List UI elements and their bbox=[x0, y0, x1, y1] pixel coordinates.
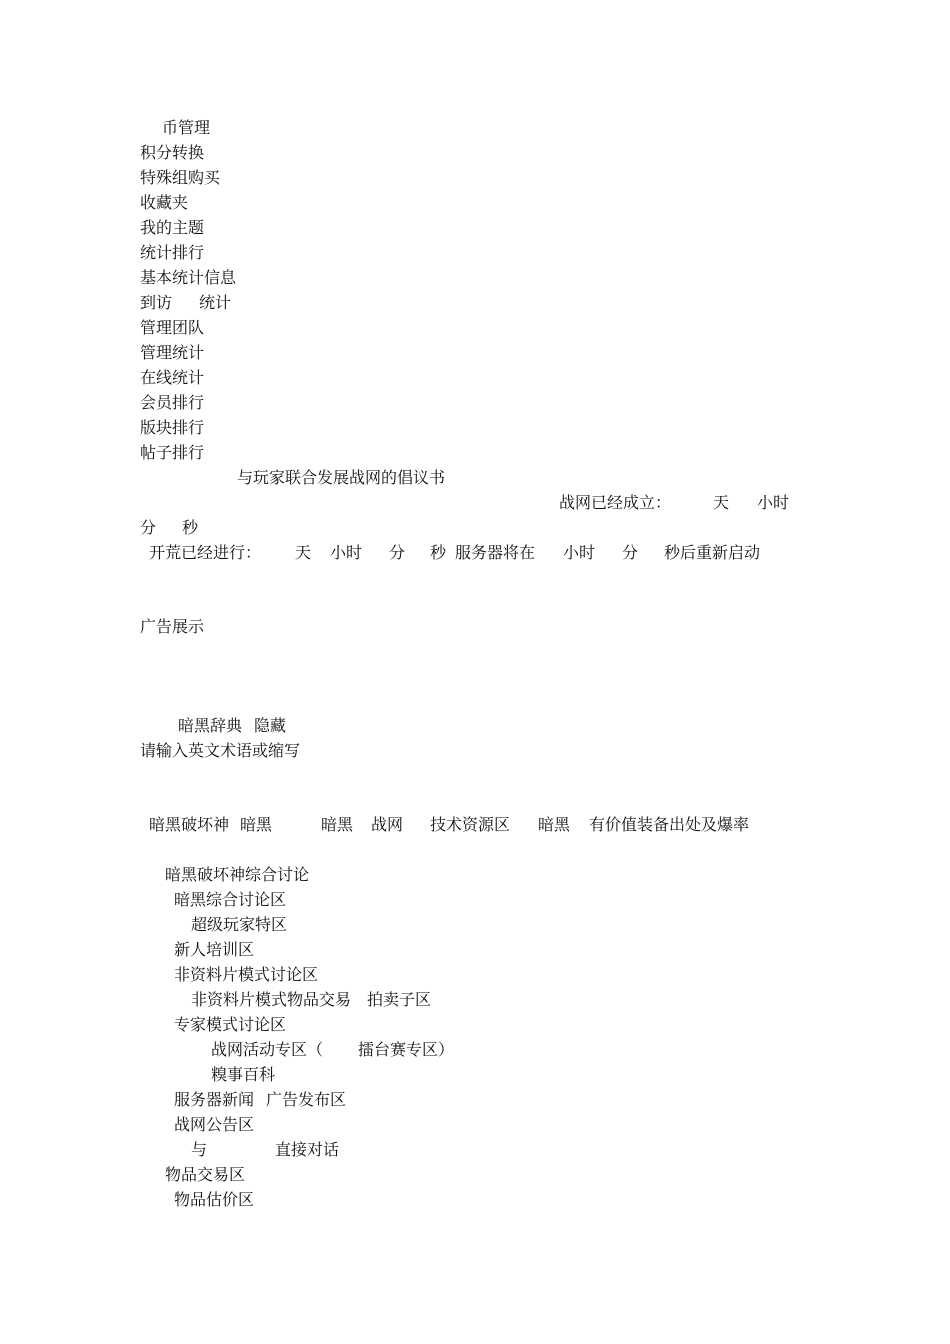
dictionary-hide-link[interactable]: 隐藏 bbox=[254, 716, 287, 735]
menu-my-topics[interactable]: 我的主题 bbox=[140, 218, 205, 237]
forum-auction[interactable]: 拍卖子区 bbox=[367, 990, 432, 1009]
nav-drops[interactable]: 有价值装备出处及爆率 bbox=[589, 815, 750, 834]
nav-tech[interactable]: 技术资源区 bbox=[430, 815, 511, 834]
wasteland-label: 开荒已经进行： bbox=[149, 543, 262, 562]
established-day-unit: 天 bbox=[713, 493, 730, 512]
nav-d2-b[interactable]: 暗黑 bbox=[538, 815, 571, 834]
menu-online-stats[interactable]: 在线统计 bbox=[140, 368, 205, 387]
forum-super-player[interactable]: 超级玩家特区 bbox=[191, 915, 288, 934]
restart-minute-unit: 分 bbox=[622, 543, 639, 562]
wasteland-minute-unit: 分 bbox=[389, 543, 406, 562]
forum-bnet-notice[interactable]: 战网公告区 bbox=[174, 1115, 255, 1134]
menu-mgmt-team[interactable]: 管理团队 bbox=[140, 318, 205, 337]
menu-member-rank[interactable]: 会员排行 bbox=[140, 393, 205, 412]
nav-d2[interactable]: 暗黑破坏神 bbox=[149, 815, 230, 834]
menu-stats-ranking[interactable]: 统计排行 bbox=[140, 243, 205, 262]
established-second-unit: 秒 bbox=[182, 518, 199, 537]
forum-d2-general[interactable]: 暗黑综合讨论区 bbox=[174, 890, 287, 909]
forum-newbie[interactable]: 新人培训区 bbox=[174, 940, 255, 959]
established-label: 战网已经成立： bbox=[559, 493, 672, 512]
menu-basic-stats[interactable]: 基本统计信息 bbox=[140, 268, 237, 287]
menu-coin-manage[interactable]: 币管理 bbox=[162, 118, 211, 137]
forum-bnet-events[interactable]: 战网活动专区（ bbox=[211, 1040, 324, 1059]
forum-with[interactable]: 与 bbox=[191, 1140, 208, 1159]
wasteland-day-unit: 天 bbox=[295, 543, 312, 562]
forum-trivia[interactable]: 糗事百科 bbox=[211, 1065, 276, 1084]
nav-d2-a[interactable]: 暗黑 bbox=[321, 815, 354, 834]
dictionary-title: 暗黑辞典 bbox=[178, 716, 243, 735]
forum-pricing[interactable]: 物品估价区 bbox=[174, 1190, 255, 1209]
ads-title: 广告展示 bbox=[140, 617, 205, 636]
forum-non-xpac[interactable]: 非资料片模式讨论区 bbox=[174, 965, 319, 984]
forum-non-xpac-trade[interactable]: 非资料片模式物品交易 bbox=[191, 990, 352, 1009]
restart-hour-unit: 小时 bbox=[563, 543, 596, 562]
nav-d2-short[interactable]: 暗黑 bbox=[240, 815, 273, 834]
established-hour-unit: 小时 bbox=[757, 493, 790, 512]
dictionary-search-placeholder[interactable]: 请输入英文术语或缩写 bbox=[140, 741, 301, 760]
restart-suffix: 秒后重新启动 bbox=[664, 543, 761, 562]
menu-visit-stats[interactable]: 统计 bbox=[199, 293, 232, 312]
wasteland-hour-unit: 小时 bbox=[330, 543, 363, 562]
forum-trade[interactable]: 物品交易区 bbox=[165, 1165, 246, 1184]
forum-arena[interactable]: 擂台赛专区） bbox=[358, 1040, 455, 1059]
nav-bnet[interactable]: 战网 bbox=[371, 815, 404, 834]
menu-favorites[interactable]: 收藏夹 bbox=[140, 193, 189, 212]
wasteland-second-unit: 秒 bbox=[430, 543, 447, 562]
forum-d2-discussion[interactable]: 暗黑破坏神综合讨论 bbox=[165, 865, 310, 884]
established-minute-unit: 分 bbox=[140, 518, 157, 537]
forum-expert[interactable]: 专家模式讨论区 bbox=[174, 1015, 287, 1034]
menu-special-group-buy[interactable]: 特殊组购买 bbox=[140, 168, 221, 187]
menu-board-rank[interactable]: 版块排行 bbox=[140, 418, 205, 437]
menu-visit-label[interactable]: 到访 bbox=[140, 293, 173, 312]
menu-mgmt-stats[interactable]: 管理统计 bbox=[140, 343, 205, 362]
forum-server-news[interactable]: 服务器新闻 bbox=[174, 1090, 255, 1109]
menu-post-rank[interactable]: 帖子排行 bbox=[140, 443, 205, 462]
restart-label: 服务器将在 bbox=[455, 543, 536, 562]
menu-points-convert[interactable]: 积分转换 bbox=[140, 143, 205, 162]
forum-direct-talk[interactable]: 直接对话 bbox=[275, 1140, 340, 1159]
proposal-link[interactable]: 与玩家联合发展战网的倡议书 bbox=[237, 468, 446, 487]
forum-ad-post[interactable]: 广告发布区 bbox=[266, 1090, 347, 1109]
